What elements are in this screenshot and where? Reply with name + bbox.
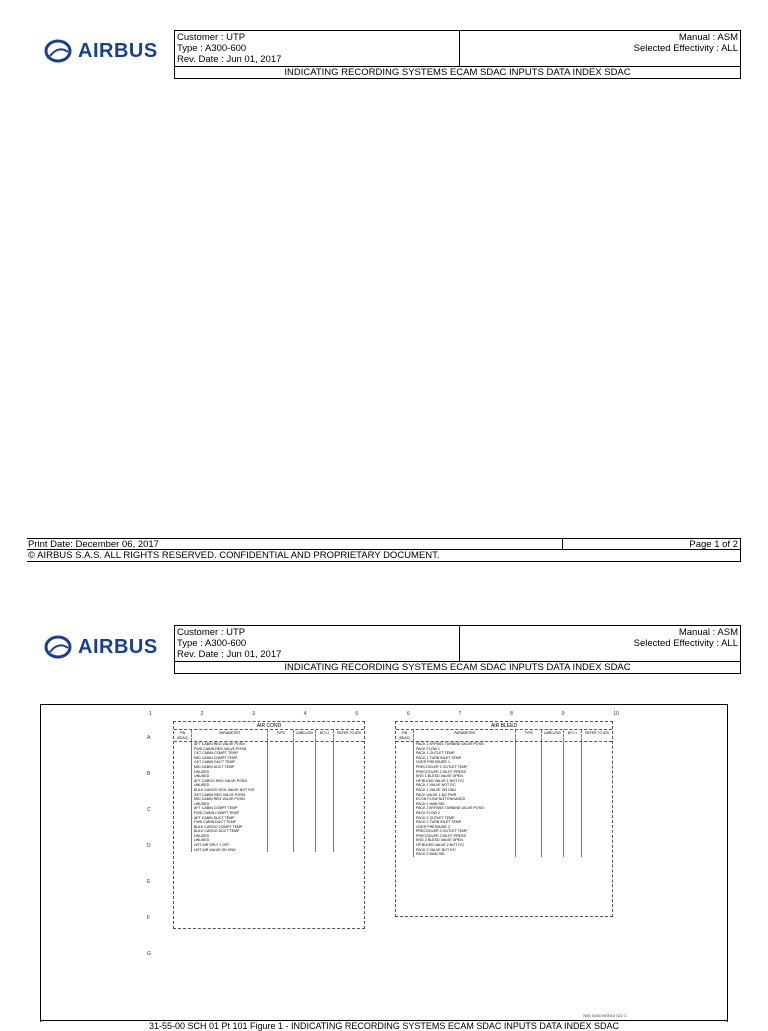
airbus-swirl-icon [44, 634, 72, 660]
table-cell [516, 852, 542, 857]
airbus-logo [44, 634, 158, 660]
air-bleed-title: AIR BLEED [396, 722, 612, 730]
parameter-cell: PACK 1 OUTLET TEMP [414, 751, 516, 756]
parameter-cell: HOT AIR SPLY 1 OFF [192, 843, 268, 848]
parameter-cell: HP BLEED VALVE 2 NOT F/C [414, 843, 516, 848]
parameter-cell: AFT CABIN REG VALVE POSN [192, 742, 268, 747]
parameter-cell: PACK VALVE 1 NO PWR [414, 793, 516, 798]
table-row [174, 848, 364, 853]
parameter-cell: CKT CABIN REG VALVE POSN [192, 793, 268, 798]
effectivity-label: Selected Effectivity : ALL [633, 43, 738, 54]
table-cell [582, 852, 612, 857]
document-title: INDICATING RECORDING SYSTEMS ECAM SDAC INPUTS DATA INDEX SDAC [284, 67, 631, 78]
customer-label: Customer : UTP [177, 627, 246, 638]
page-footer [27, 538, 741, 562]
parameter-cell: MID CABIN DUCT TEMP [192, 765, 268, 770]
figure-caption: 31-55-00 SCH 01 Pt 101 Figure 1 - INDICATING RECORDING SYSTEMS ECAM SDAC INPUTS DATA INDEX SDAC [40, 1020, 728, 1031]
air-cond-title: AIR COND [174, 722, 364, 730]
table-cell [316, 848, 334, 853]
parameter-cell: UNUSED [192, 802, 268, 807]
parameter-cell: FWD CABIN REG VALVE POSN [192, 747, 268, 752]
table-cell [542, 852, 564, 857]
parameter-cell: UNUSED [192, 774, 268, 779]
parameter-cell: MID CABIN COMPT TEMP [192, 756, 268, 761]
logo-text: AIRBUS [78, 635, 158, 658]
table-cell [268, 848, 294, 853]
parameter-cell: CKT CABIN DUCT TEMP [192, 760, 268, 765]
parameter-cell: PRECOOLER 2 INLET PRESS [414, 834, 516, 839]
parameter-cell: PACK 2 MAN SEL [414, 852, 516, 857]
copyright-notice: © AIRBUS S.A.S. ALL RIGHTS RESERVED. CONFIDENTIAL AND PROPRIETARY DOCUMENT. [27, 550, 741, 562]
parameter-cell: UNUSED [192, 834, 268, 839]
parameter-cell: ECON FLOW NOT ENGAGED [414, 797, 516, 802]
manual-label: Manual : ASM [678, 32, 738, 43]
parameter-cell: PACK 2 BYPASS TURBINE VALVE POSN [414, 806, 516, 811]
parameter-cell: PRECOOLER 1 INLET PRESS [414, 770, 516, 775]
logo-text: AIRBUS [78, 39, 158, 62]
parameter-cell: PACK 1 TURB INLET TEMP [414, 756, 516, 761]
parameter-cell: FWD CABIN DUCT TEMP [192, 820, 268, 825]
page-number: Page 1 of 2 [562, 539, 740, 549]
parameter-cell: UNUSED [192, 838, 268, 843]
document-header [174, 30, 741, 79]
document-title: INDICATING RECORDING SYSTEMS ECAM SDAC INPUTS DATA INDEX SDAC [284, 662, 631, 673]
parameter-cell: PACK 1 MAN SEL [414, 802, 516, 807]
effectivity-label: Selected Effectivity : ALL [633, 638, 738, 649]
parameter-cell: PACK 1 VALVE ON GND [414, 788, 516, 793]
table-cell [564, 852, 582, 857]
parameter-cell: PACK 2 OUTLET TEMP [414, 816, 516, 821]
grid-ticks-side: A B C D E F G [147, 735, 151, 957]
parameter-cell: OVER PRESSURE 2 [414, 825, 516, 830]
air-bleed-rows [396, 742, 612, 857]
parameter-cell: PACK 2 TURB INLET TEMP [414, 820, 516, 825]
print-date: Print Date: December 06, 2017 [28, 539, 159, 550]
air-bleed-table [395, 721, 613, 917]
parameter-cell: HP BLEED VALVE 1 NOT F/C [414, 779, 516, 784]
type-label: Type : A300-600 [177, 43, 247, 54]
parameter-cell: CKT CABIN COMPT TEMP [192, 751, 268, 756]
drawing-reference: N55 0155 000010 022 C [583, 1013, 627, 1018]
parameter-cell: PACK 1 BYPASS TURBINE VALVE POSN [414, 742, 516, 747]
rev-date-label: Rev. Date : Jun 01, 2017 [177, 54, 282, 65]
air-cond-rows [174, 742, 364, 852]
customer-label: Customer : UTP [177, 32, 246, 43]
parameter-cell: UNUSED [192, 783, 268, 788]
table-header: PIN (SDAC) PARAMETER TYPE LABEL/SDI BIT=1 REFER TO ATA [174, 730, 364, 742]
parameter-cell: AFT CABIN COMPT TEMP [192, 806, 268, 811]
parameter-cell: OVER PRESSURE 1 [414, 760, 516, 765]
manual-label: Manual : ASM [678, 627, 738, 638]
airbus-swirl-icon [44, 38, 72, 64]
table-cell [294, 848, 316, 853]
parameter-cell: AFT CABIN DUCT TEMP [192, 816, 268, 821]
air-cond-table [173, 721, 365, 929]
table-header: PIN (SDAC) PARAMETER TYPE LABEL/SDI BIT=1 REFER TO ATA [396, 730, 612, 742]
type-label: Type : A300-600 [177, 638, 247, 649]
rev-date-label: Rev. Date : Jun 01, 2017 [177, 649, 282, 660]
page-2 [0, 600, 768, 1031]
parameter-cell: HOT AIR VALVE ON GND [192, 848, 268, 853]
table-cell [174, 848, 192, 853]
parameter-cell: MID CABIN REG VALVE POSN [192, 797, 268, 802]
parameter-cell: PACK FLOW 2 [414, 811, 516, 816]
schematic-figure [40, 704, 728, 1022]
table-cell [396, 852, 414, 857]
parameter-cell: PACK 2 VALVE NOT F/C [414, 848, 516, 853]
parameter-cell: BULK CARGO DUCT TEMP [192, 829, 268, 834]
parameter-cell: PRECOOLER 2 OUTLET TEMP [414, 829, 516, 834]
parameter-cell: PACK 1 VALVE NOT F/C [414, 783, 516, 788]
table-cell [334, 848, 364, 853]
parameter-cell: ENG 1 BLEED VALVE OPEN [414, 774, 516, 779]
airbus-logo [44, 38, 158, 64]
parameter-cell: ENG 2 BLEED VALVE OPEN [414, 838, 516, 843]
parameter-cell: PRECOOLER 1 OUTLET TEMP [414, 765, 516, 770]
document-header [174, 625, 741, 674]
parameter-cell: PACK FLOW 1 [414, 747, 516, 752]
grid-ticks-top: 1 2 3 4 5 6 7 8 9 10 [149, 711, 619, 717]
parameter-cell: FWD CABIN COMPT TEMP [192, 811, 268, 816]
parameter-cell: AFT CARGO REG VALVE POSN [192, 779, 268, 784]
parameter-cell: UNUSED [192, 770, 268, 775]
table-row [396, 852, 612, 857]
parameter-cell: BULK CARGO COMPT TEMP [192, 825, 268, 830]
parameter-cell: BULK CARGO ISOL VALVE NOT F/O [192, 788, 268, 793]
